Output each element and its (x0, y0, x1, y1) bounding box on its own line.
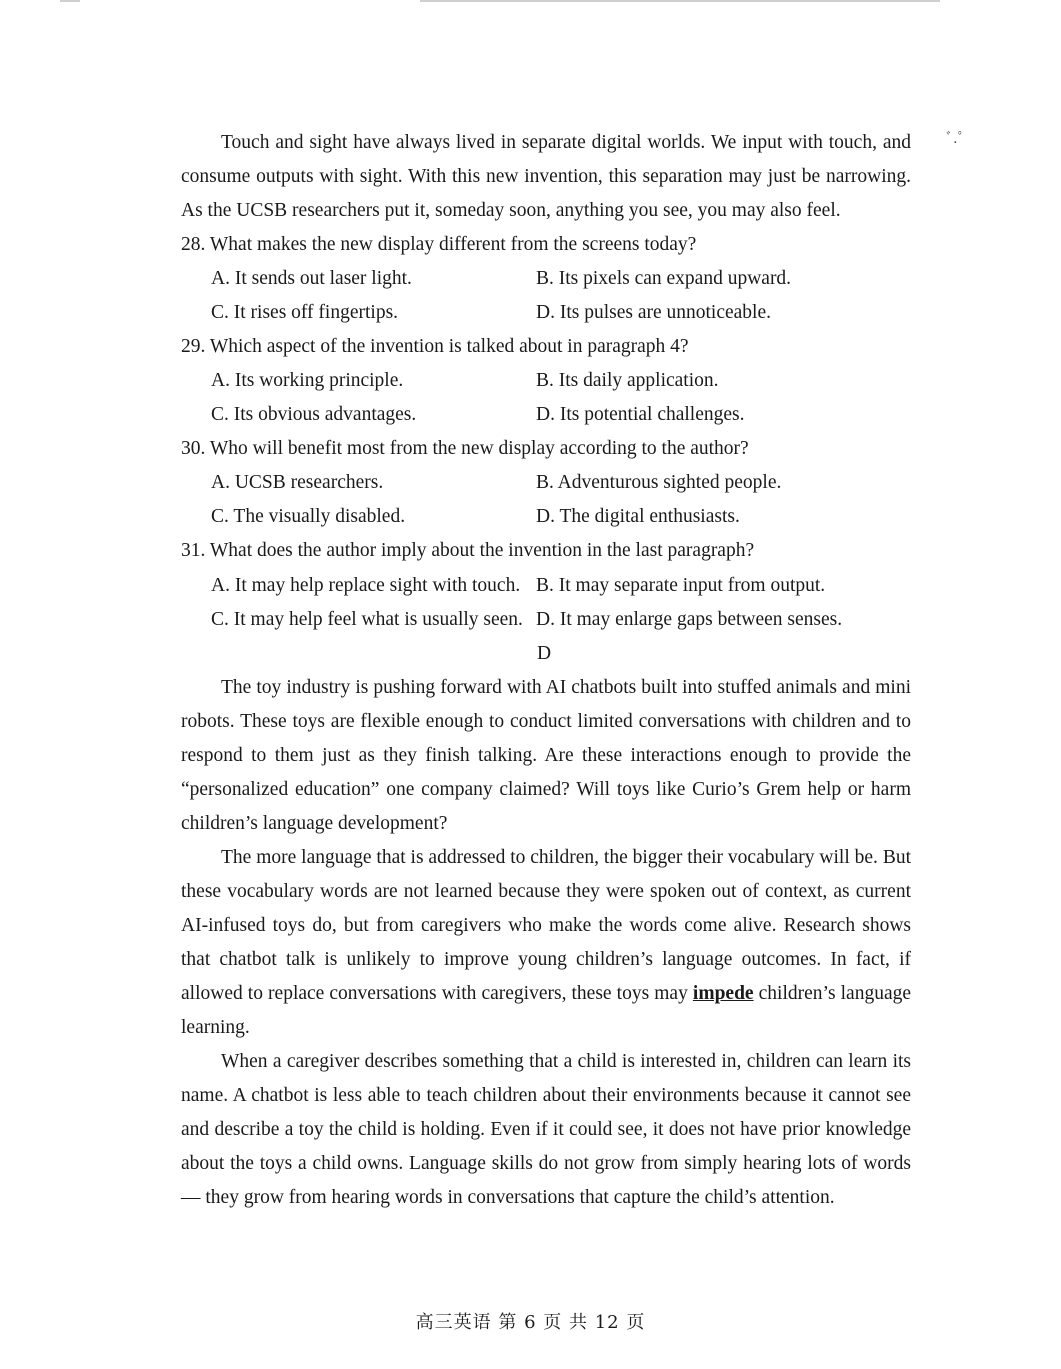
question-29-option-d: D. Its potential challenges. (536, 404, 745, 425)
question-28: 28. What makes the new display different from the screens today? (181, 234, 697, 255)
passage-d-paragraph-3: When a caregiver describes something that a child is interested in, children can learn its name. A chatbot is less able to teach children about their environments because it cannot see and describe a toy the child is holding. Even if it could see, it does not have prior knowledge about the toys a child owns. Language skills do not grow from simply hearing lots of words — they grow from hearing words in conversations that capture the child’s attention. (181, 1051, 911, 1208)
margin-mark: ﾞ.ﾟ (946, 132, 965, 147)
paragraph-2-text: The more language that is addressed to children, the bigger their vocabulary will be. But these vocabulary words are not learned because they were spoken out of context, as current AI-infused toys do, but from caregivers who make the words come alive. Research shows that chatbot talk is unlikely to improve young children’s language outcomes. In fact, if allowed to replace conversations with caregivers, these toys may (181, 847, 911, 1004)
passage-d-paragraph-1: The toy industry is pushing forward with AI chatbots built into stuffed animals and mini robots. These toys are flexible enough to conduct limited conversations with children and to respond to them just as they finish talking. Are these interactions enough to provide the “personalized education” one company claimed? Will toys like Curio’s Grem help or harm children’s language development? (181, 677, 911, 834)
question-28-option-d: D. Its pulses are unnoticeable. (536, 302, 772, 323)
question-28-option-b: B. Its pixels can expand upward. (536, 268, 792, 289)
underlined-word-impede: impede (692, 983, 754, 1004)
passage-d-paragraph-2 (181, 841, 911, 1045)
question-30-option-c: C. The visually disabled. (211, 506, 406, 527)
question-31: 31. What does the author imply about the invention in the last paragraph? (181, 540, 755, 561)
question-31-option-b: B. It may separate input from output. (536, 575, 826, 596)
question-28-option-c: C. It rises off fingertips. (211, 302, 399, 323)
question-30-option-b: B. Adventurous sighted people. (536, 472, 782, 493)
section-heading-d: D (537, 643, 552, 664)
question-30: 30. Who will benefit most from the new display according to the author? (181, 438, 749, 459)
question-31-option-c: C. It may help feel what is usually seen. (211, 609, 523, 630)
passage-c-last-paragraph: Touch and sight have always lived in separate digital worlds. We input with touch, and consume outputs with sight. With this new invention, this separation may just be narrowing. As the UCSB researchers put it, someday soon, anything you see, you may also feel. (181, 132, 911, 221)
question-29-option-b: B. Its daily application. (536, 370, 719, 391)
question-30-option-a: A. UCSB researchers. (211, 472, 384, 493)
question-31-option-d: D. It may enlarge gaps between senses. (536, 609, 843, 630)
question-31-option-a: A. It may help replace sight with touch. (211, 575, 521, 596)
question-29-option-c: C. Its obvious advantages. (211, 404, 417, 425)
question-29-option-a: A. Its working principle. (211, 370, 404, 391)
scan-edge-line (60, 0, 80, 2)
question-29: 29. Which aspect of the invention is talked about in paragraph 4? (181, 336, 689, 357)
page-footer: 高三英语 第 6 页 共 12 页 (415, 1312, 646, 1333)
scan-edge-line (420, 0, 940, 2)
question-28-option-a: A. It sends out laser light. (211, 268, 412, 289)
paragraph-2-tail: children’s language learning. (181, 983, 912, 1038)
question-30-option-d: D. The digital enthusiasts. (536, 506, 740, 527)
